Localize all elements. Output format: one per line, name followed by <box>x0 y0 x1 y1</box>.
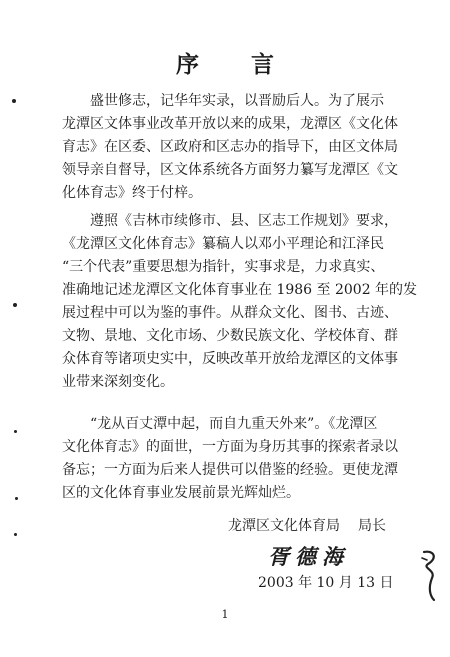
signature-organization-line <box>228 515 386 535</box>
text-line: 领导亲自督导，区文体系统各方面努力纂写龙潭区《文 <box>62 162 398 178</box>
text-line: 文化体育志》的面世，一方面为身历其事的探索者录以 <box>62 439 398 455</box>
scan-speck <box>15 497 18 500</box>
signature-name: 胥德海 <box>268 544 349 569</box>
text-line: 区的文化体育事业发展前景光辉灿烂。 <box>62 485 300 501</box>
signature-role: 局长 <box>358 518 386 534</box>
page-number: 1 <box>221 608 229 621</box>
text-line: “三个代表”重要思想为指针，实事求是，力求真实、 <box>62 259 385 275</box>
handwritten-mark <box>418 548 442 604</box>
text-line: 盛世修志，记华年实录，以晋励后人。为了展示 <box>62 93 384 109</box>
signature-organization: 龙潭区文化体育局 <box>228 518 340 534</box>
scan-speck <box>14 430 17 433</box>
scan-speck <box>12 99 16 103</box>
text-line: 遵照《吉林市续修市、县、区志工作规划》要求， <box>62 213 398 229</box>
signature-date: 2003 年 10 月 13 日 <box>258 575 394 591</box>
text-line: 龙潭区文体事业改革开放以来的成果，龙潭区《文化体 <box>62 116 398 132</box>
text-line: 文物、景地、文化市场、少数民族文化、学校体育、群 <box>62 328 398 344</box>
text-line: 育志》在区委、区政府和区志办的指导下，由区文体局 <box>62 139 398 155</box>
paragraph-2 <box>62 210 418 394</box>
text-line: 《龙潭区文化体育志》纂稿人以邓小平理论和江泽民 <box>62 236 384 252</box>
text-line: 业带来深刻变化。 <box>62 374 174 390</box>
text-line: “龙从百丈潭中起，而自九重天外来”。《龙潭区 <box>62 416 378 432</box>
paragraph-1 <box>62 90 402 205</box>
scan-speck <box>13 303 17 307</box>
scan-speck <box>14 533 17 536</box>
text-line: 备忘；一方面为后来人提供可以借鉴的经验。更使龙潭 <box>62 462 398 478</box>
page-title: 序 言 <box>175 51 296 78</box>
text-line: 众体育等诸项史实中，反映改革开放给龙潭区的文体事 <box>62 351 398 367</box>
paragraph-3 <box>62 413 402 505</box>
text-line: 准确地记述龙潭区文化体育事业在 1986 至 2002 年的发 <box>62 282 418 298</box>
text-line: 化体育志》终于付梓。 <box>62 185 202 201</box>
text-line: 展过程中可以为鉴的事件。从群众文化、图书、古迹、 <box>62 305 398 321</box>
